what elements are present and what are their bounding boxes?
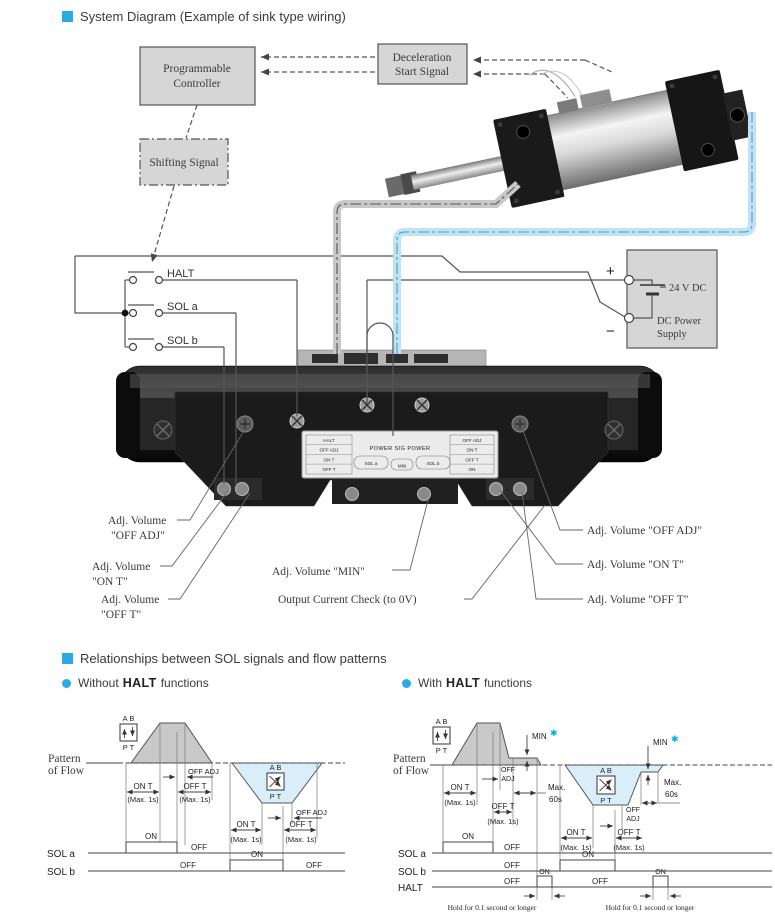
svg-text:ADJ: ADJ — [626, 816, 640, 823]
note-asterisk: ✱ — [671, 734, 679, 744]
plus-terminal-label: + — [606, 263, 615, 280]
svg-text:ON T: ON T — [566, 828, 586, 837]
svg-text:ON T: ON T — [133, 782, 153, 791]
bullet-icon — [62, 679, 71, 688]
decel-line1: Deceleration — [392, 52, 452, 64]
callout-offadj-left-1: Adj. Volume — [108, 515, 167, 527]
sol-a-row-label: SOL a — [47, 849, 75, 860]
svg-text:ON: ON — [582, 850, 594, 859]
callout-ont-left-2: "ON T" — [92, 576, 128, 588]
callout-min: Adj. Volume "MIN" — [272, 566, 365, 578]
functions-label: functions — [160, 676, 209, 690]
svg-text:ADJ: ADJ — [501, 776, 515, 783]
svg-text:P T: P T — [122, 743, 135, 752]
svg-text:60s: 60s — [549, 795, 562, 804]
svg-text:ON T: ON T — [466, 447, 478, 453]
svg-text:OFF T: OFF T — [617, 828, 641, 837]
svg-text:(Max. 1s): (Max. 1s) — [444, 798, 476, 807]
svg-text:HALT: HALT — [323, 438, 335, 443]
pattern-of-flow-label: Pattern — [393, 753, 426, 765]
svg-text:(Max. 1s): (Max. 1s) — [285, 835, 317, 844]
sol-b-row-label: SOL b — [398, 867, 426, 878]
svg-text:ON: ON — [655, 869, 666, 876]
hold-note-1: Hold for 0.1 second or longer — [447, 903, 537, 912]
svg-text:(Max. 1s): (Max. 1s) — [560, 843, 592, 852]
svg-text:OFF ADJ: OFF ADJ — [188, 767, 219, 776]
svg-text:OFF: OFF — [306, 861, 322, 870]
sol-b-row — [47, 850, 345, 878]
svg-text:(Max. 1s): (Max. 1s) — [613, 843, 645, 852]
svg-text:OFF T: OFF T — [322, 467, 336, 473]
halt-bold: HALT — [122, 676, 157, 690]
svg-text:of Flow: of Flow — [48, 765, 85, 777]
svg-text:Max.: Max. — [548, 783, 566, 792]
pc-line1: Programmable — [163, 63, 231, 75]
callout-offt-left-1: Adj. Volume — [101, 594, 160, 606]
halt-switch-label: HALT — [167, 268, 195, 280]
svg-text:OFF: OFF — [501, 767, 515, 774]
page-title-text: System Diagram (Example of sink type wiring) — [80, 9, 346, 24]
svg-text:OFF: OFF — [592, 877, 608, 886]
section-square-icon — [62, 653, 73, 664]
svg-text:OFF T: OFF T — [491, 802, 515, 811]
callout-offt-right: Adj. Volume "OFF T" — [587, 594, 689, 606]
pattern-of-flow-label: Pattern — [48, 753, 81, 765]
callout-labels — [92, 515, 702, 621]
svg-text:MIN: MIN — [397, 463, 407, 469]
svg-text:OFF: OFF — [191, 843, 207, 852]
supply-name2: Supply — [657, 329, 687, 340]
svg-text:A B: A B — [600, 766, 612, 775]
callout-ont-right: Adj. Volume "ON T" — [587, 559, 684, 571]
hold-note-2: Hold for 0.1 second or longer — [605, 903, 695, 912]
tube-gray — [337, 184, 518, 354]
deceleration-box — [378, 44, 467, 84]
svg-text:ON: ON — [145, 832, 157, 841]
with-halt-heading — [402, 676, 532, 690]
svg-text:OFF ADJ: OFF ADJ — [462, 438, 482, 443]
supply-name1: DC Power — [657, 316, 702, 327]
svg-text:ON T: ON T — [450, 783, 470, 792]
svg-text:SOL a: SOL a — [364, 460, 378, 466]
svg-text:P T: P T — [269, 792, 282, 801]
callout-output-check: Output Current Check (to 0V) — [278, 594, 417, 606]
svg-text:OFF: OFF — [626, 807, 640, 814]
section-title — [62, 651, 387, 666]
svg-text:POWER SIG POWER: POWER SIG POWER — [369, 446, 431, 452]
svg-text:OFF T: OFF T — [289, 820, 313, 829]
svg-text:A B: A B — [269, 763, 282, 772]
minus-terminal-label: − — [606, 323, 615, 340]
svg-text:OFF ADJ: OFF ADJ — [296, 808, 327, 817]
svg-text:ON T: ON T — [236, 820, 256, 829]
svg-text:(Max. 1s): (Max. 1s) — [487, 817, 519, 826]
sol-b-switch-label: SOL b — [167, 335, 198, 347]
svg-text:of Flow: of Flow — [393, 765, 430, 777]
sol-a-switch — [128, 301, 199, 317]
svg-text:ON T: ON T — [323, 457, 335, 463]
halt-row — [398, 869, 772, 894]
svg-text:60s: 60s — [665, 790, 678, 799]
svg-text:MIN: MIN — [653, 738, 668, 747]
svg-text:OFF T: OFF T — [465, 457, 479, 463]
valve-body — [116, 366, 662, 506]
svg-text:Max.: Max. — [664, 778, 682, 787]
svg-text:MIN: MIN — [532, 732, 547, 741]
sol-b-row-label: SOL b — [47, 867, 75, 878]
svg-text:OFF: OFF — [180, 861, 196, 870]
svg-text:OFF: OFF — [504, 861, 520, 870]
timing-diagrams — [0, 690, 775, 924]
svg-text:OFF: OFF — [504, 843, 520, 852]
functions-label: functions — [484, 676, 533, 690]
programmable-controller-box — [140, 47, 255, 105]
without-halt-heading — [62, 676, 209, 690]
hold-notes — [448, 896, 695, 912]
halt-switch — [128, 268, 195, 284]
sol-a-switch-label: SOL a — [167, 301, 198, 313]
with-label: With — [418, 676, 442, 690]
bullet-icon — [402, 679, 411, 688]
sol-a-row-label: SOL a — [398, 849, 426, 860]
pc-line2: Controller — [173, 78, 221, 90]
svg-text:A B: A B — [122, 714, 135, 723]
svg-text:ON: ON — [539, 869, 550, 876]
svg-text:A B: A B — [435, 717, 448, 726]
svg-text:OFF: OFF — [504, 877, 520, 886]
voltage-label: 24 V DC — [669, 283, 707, 294]
sol-b-row — [398, 850, 772, 878]
callout-offadj-right: Adj. Volume "OFF ADJ" — [587, 525, 703, 537]
svg-text:(Max. 1s): (Max. 1s) — [127, 795, 159, 804]
section-title-text: Relationships between SOL signals and flow patterns — [80, 651, 387, 666]
shift-label: Shifting Signal — [149, 157, 219, 169]
valve-label-plate — [302, 431, 498, 478]
halt-row-label: HALT — [398, 883, 423, 894]
sol-b-switch — [128, 335, 198, 351]
svg-text:OFF ADJ: OFF ADJ — [319, 447, 339, 453]
junction-dot — [122, 310, 129, 317]
svg-text:P T: P T — [600, 796, 612, 805]
shifting-signal-box — [140, 139, 228, 185]
halt-bold: HALT — [446, 676, 480, 690]
without-label: Without — [78, 676, 119, 690]
callout-ont-left-1: Adj. Volume — [92, 561, 151, 573]
callout-offadj-left-2: "OFF ADJ" — [111, 530, 165, 542]
svg-text:(Max. 1s): (Max. 1s) — [230, 835, 262, 844]
svg-text:ON: ON — [251, 850, 263, 859]
callout-offt-left-2: "OFF T" — [101, 609, 142, 621]
dc-power-supply — [606, 250, 717, 348]
svg-text:ON: ON — [468, 467, 476, 473]
timing-with-halt — [393, 717, 772, 912]
valve-symbol-parallel — [120, 714, 137, 752]
svg-text:OFF T: OFF T — [183, 782, 207, 791]
svg-text:SOL b: SOL b — [426, 460, 440, 466]
timing-without-halt — [47, 714, 345, 878]
note-asterisk: ✱ — [550, 728, 558, 738]
svg-text:ON: ON — [462, 832, 474, 841]
svg-text:P T: P T — [435, 746, 448, 755]
svg-text:(Max. 1s): (Max. 1s) — [179, 795, 211, 804]
decel-line2: Start Signal — [395, 66, 449, 78]
valve-symbol-parallel — [433, 717, 450, 755]
wiring — [75, 256, 627, 347]
